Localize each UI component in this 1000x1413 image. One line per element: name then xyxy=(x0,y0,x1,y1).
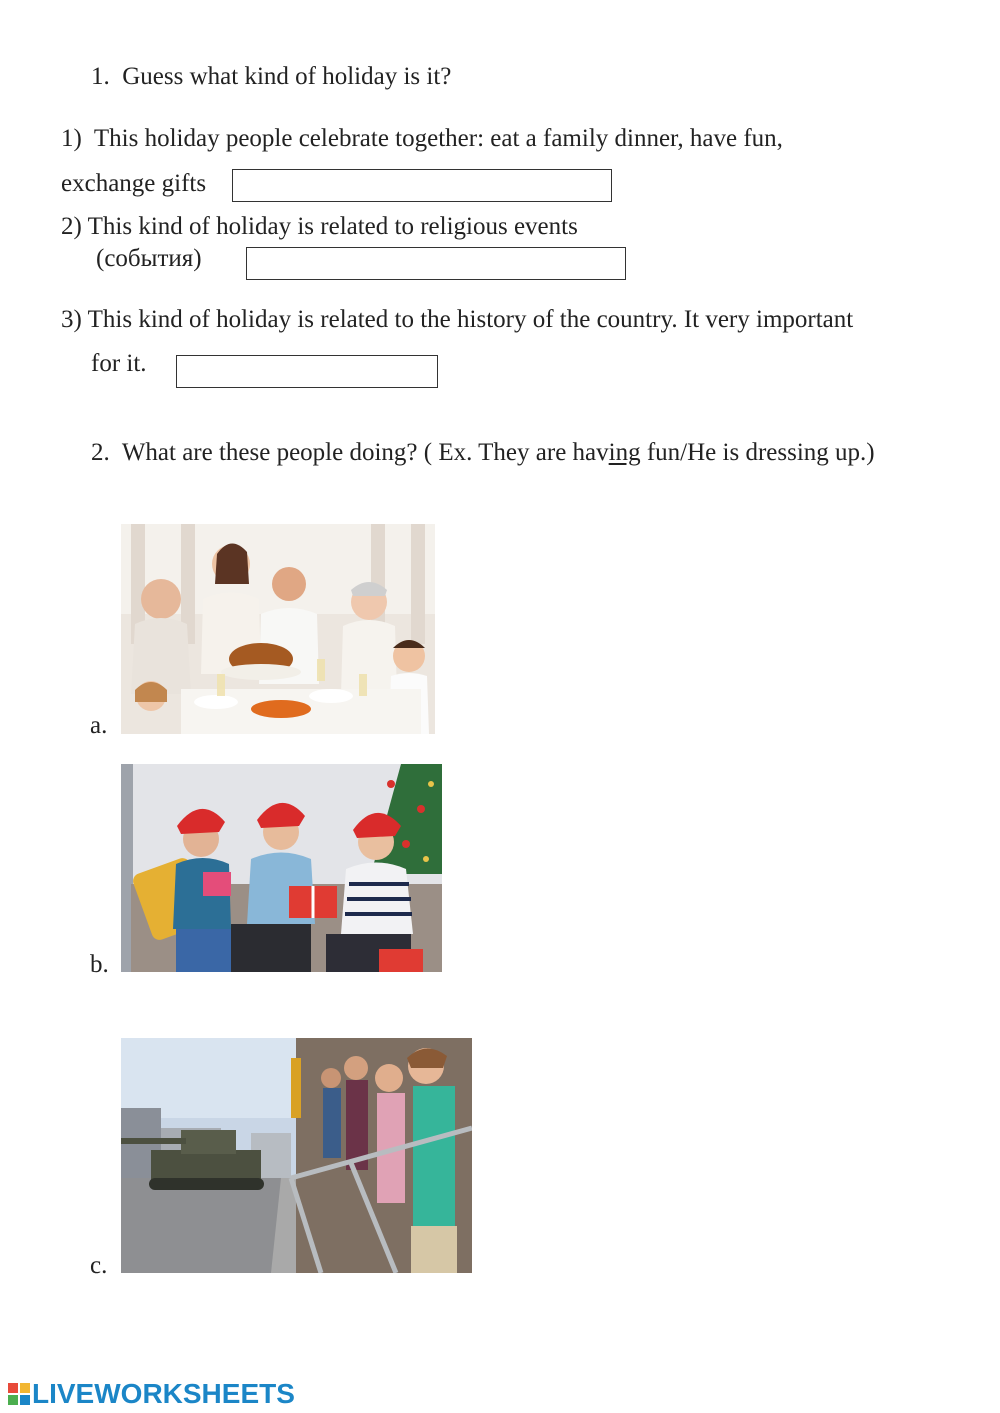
question-3-text: This kind of holiday is related to the history of the country. It very important xyxy=(87,306,854,333)
task1-heading-number: 1. xyxy=(91,63,110,90)
answer-1-input[interactable] xyxy=(232,169,612,202)
picture-label-c: c. xyxy=(90,1252,108,1279)
liveworksheets-logo-text: LIVEWORKSHEETS xyxy=(32,1378,295,1409)
question-2-line-1 xyxy=(61,212,578,242)
question-1-line-1 xyxy=(61,124,783,154)
task2-heading-underlined: ing xyxy=(608,439,641,466)
liveworksheets-logo[interactable] xyxy=(8,1378,295,1410)
picture-label-b: b. xyxy=(90,951,109,978)
answer-3-input[interactable] xyxy=(176,355,438,388)
gift-exchange-photo xyxy=(121,764,442,972)
liveworksheets-logo-icon xyxy=(8,1383,30,1405)
answer-2-input[interactable] xyxy=(246,247,626,280)
family-dinner-photo xyxy=(121,524,435,734)
question-3-line-2: for it. xyxy=(91,350,147,377)
question-1-line-2: exchange gifts xyxy=(61,170,207,197)
question-1-number: 1) xyxy=(61,125,82,152)
task2-heading-text-end: fun/He is dressing up.) xyxy=(640,439,875,466)
task2-heading xyxy=(91,438,875,468)
task2-heading-number: 2. xyxy=(91,439,110,466)
question-3-line-1 xyxy=(61,305,853,335)
task1-heading-text: Guess what kind of holiday is it? xyxy=(122,63,452,90)
parade-photo xyxy=(121,1038,472,1273)
question-2-line-2: (события) xyxy=(96,245,202,272)
question-3-number: 3) xyxy=(61,306,82,333)
task1-heading xyxy=(91,62,451,92)
question-2-number: 2) xyxy=(61,213,82,240)
question-1-text: This holiday people celebrate together: eat a family dinner, have fun, xyxy=(93,125,783,152)
picture-label-a: a. xyxy=(90,712,108,739)
task2-heading-text: What are these people doing? ( Ex. They are hav xyxy=(121,439,609,466)
question-2-text: This kind of holiday is related to religious events xyxy=(87,213,578,240)
